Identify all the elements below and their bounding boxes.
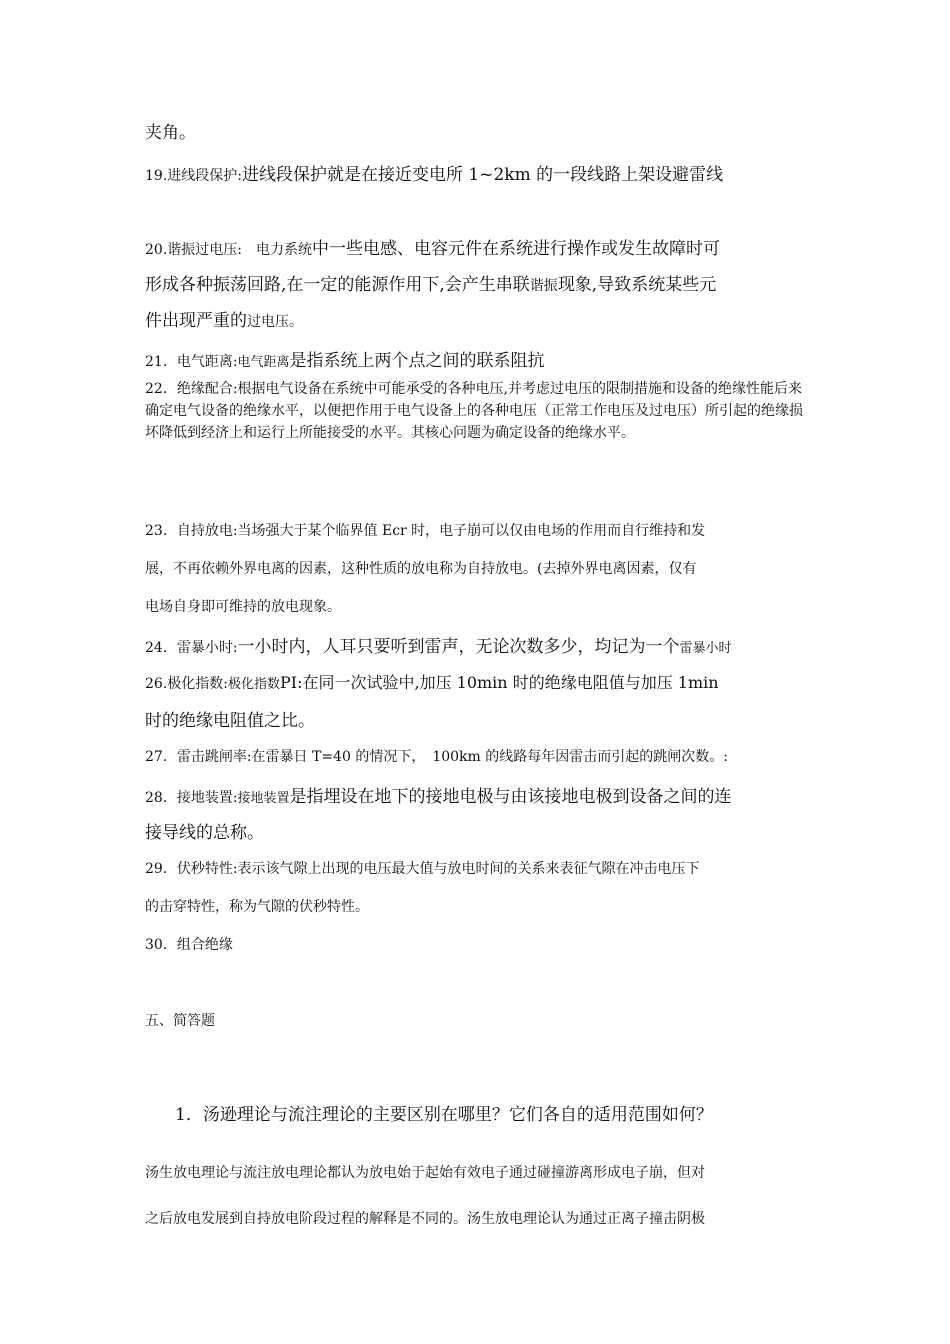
term-label: 26.极化指数: bbox=[145, 676, 228, 692]
inline-term: 谐振 bbox=[529, 278, 558, 294]
question-1: 1．汤逊理论与流注理论的主要区别在哪里？它们各自的适用范围如何？ bbox=[175, 1105, 713, 1125]
inline-term: 接地装置 bbox=[237, 791, 290, 806]
term-label: 19.进线段保护: bbox=[145, 168, 242, 184]
term-24 bbox=[145, 632, 810, 657]
term-27: 27．雷击跳闸率:在雷暴日 T=40 的情况下， 100km 的线路每年因雷击而引起的跳闸次数。: bbox=[145, 749, 728, 765]
text-line: 的击穿特性，称为气隙的伏秒特性。 bbox=[145, 899, 369, 915]
term-definition: 中一些电感、电容元件在系统进行操作或发生故障时可 bbox=[311, 239, 720, 259]
term-label: 28．接地装置: bbox=[145, 790, 238, 806]
answer-line: 汤生放电理论与流注放电理论都认为放电始于起始有效电子通过碰撞游离形成电子崩，但对 bbox=[145, 1165, 705, 1181]
section-heading: 五、简答题 bbox=[145, 1013, 215, 1029]
term-definition: PI:在同一次试验中,加压 10min 时的绝缘电阻值与加压 1min bbox=[280, 673, 719, 692]
inline-term: 过电压。 bbox=[247, 314, 303, 330]
text-line: 电场自身即可维持的放电现象。 bbox=[145, 599, 341, 615]
inline-term: 电力系统 bbox=[255, 242, 312, 258]
term-label: 21．电气距离: bbox=[145, 354, 238, 370]
inline-term: 极化指数 bbox=[227, 677, 280, 692]
text-line: 展，不再依赖外界电离的因素，这种性质的放电称为自持放电。(去掉外界电离因素，仅有 bbox=[145, 561, 697, 577]
inline-term: 雷暴小时 bbox=[679, 641, 732, 656]
text-line: 时的绝缘电阻值之比。 bbox=[145, 711, 315, 731]
term-label: 24．雷暴小时: bbox=[145, 640, 238, 656]
inline-term: 电气距离 bbox=[237, 355, 290, 370]
term-29: 29．伏秒特性:表示该气隙上出现的电压最大值与放电时间的关系来表征气隙在冲击电压下 bbox=[145, 861, 700, 877]
term-20 bbox=[145, 234, 810, 259]
term-definition: 是指系统上两个点之间的联系阻抗 bbox=[289, 351, 545, 371]
term-21 bbox=[145, 346, 810, 371]
text-line: 接导线的总称。 bbox=[145, 823, 264, 843]
term-definition: 进线段保护就是在接近变电所 1~2km 的一段线路上架设避雷线 bbox=[241, 165, 724, 185]
term-23: 23．自持放电:当场强大于某个临界值 Ecr 时，电子崩可以仅由电场的作用而自行维持和发 bbox=[145, 523, 706, 539]
term-19 bbox=[145, 160, 810, 185]
term-28 bbox=[145, 782, 810, 807]
term-26 bbox=[145, 670, 810, 693]
term-30: 30．组合绝缘 bbox=[145, 937, 233, 953]
term-definition: 是指埋设在地下的接地电极与由该接地电极到设备之间的连 bbox=[289, 787, 732, 807]
text-line: 夹角。 bbox=[145, 123, 196, 143]
text-line: 形成各种振荡回路,在一定的能源作用下,会产生串联谐振现象,导致系统某些元 bbox=[145, 275, 717, 295]
term-definition: 一小时内，人耳只要听到雷声，无论次数多少，均记为一个 bbox=[237, 637, 680, 657]
term-22: 22．绝缘配合:根据电气设备在系统中可能承受的各种电压,并考虑过电压的限制措施和设备的绝缘性能后来确定电气设备的绝缘水平，以便把作用于电气设备上的各种电压（正常工作电压及过电压）所引起的绝缘损坏降低到经济上和运行上所能接受的水平。其核心问题为确定设备的绝缘水平。 bbox=[145, 381, 803, 441]
term-label: 20.谐振过电压: bbox=[145, 242, 242, 258]
answer-line: 之后放电发展到自持放电阶段过程的解释是不同的。汤生放电理论认为通过正离子撞击阴极 bbox=[145, 1211, 705, 1227]
text-line: 件出现严重的过电压。 bbox=[145, 311, 303, 331]
